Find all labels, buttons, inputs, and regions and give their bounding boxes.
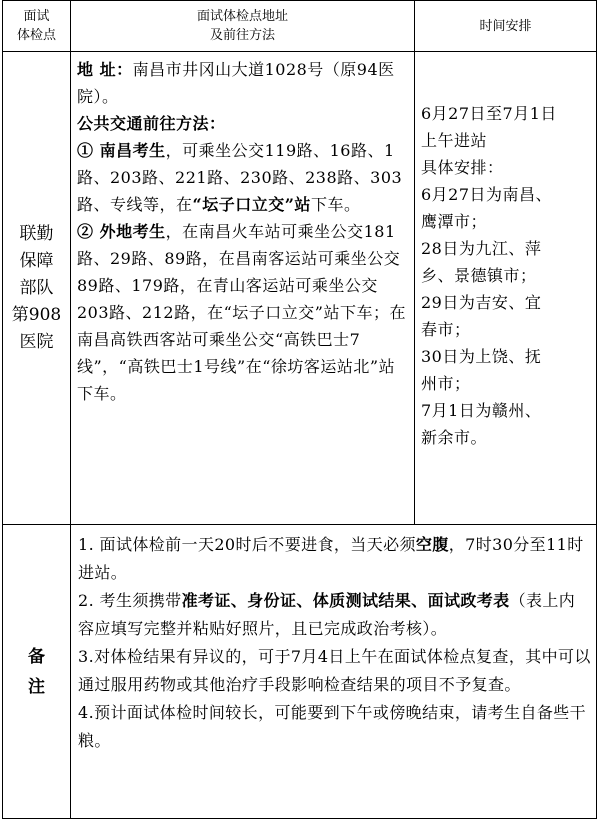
note-item-4: 4.预计面试体检时间较长，可能要到下午或傍晚结束，请考生自备些干粮。 bbox=[78, 703, 587, 750]
outside-route bbox=[77, 218, 409, 407]
header-address bbox=[71, 1, 415, 52]
site-name-line: 保障 bbox=[19, 250, 54, 271]
schedule-line: 春市； bbox=[421, 320, 471, 339]
schedule-line: 6月27日至7月1日 bbox=[421, 104, 557, 123]
notes-label-cell bbox=[3, 525, 71, 819]
schedule-line: 29日为吉安、宜 bbox=[421, 293, 542, 312]
local-text-1: ，可乘坐公交119路、16路、1路、203路、221路、230路、238路、303路、专线等，在 bbox=[77, 141, 403, 214]
header-site bbox=[3, 1, 71, 52]
schedule-line: 6月27日为南昌、 bbox=[421, 185, 553, 204]
schedule-line: 28日为九江、萍 bbox=[421, 239, 542, 258]
header-row bbox=[3, 1, 597, 52]
schedule-line: 新余市。 bbox=[421, 428, 488, 447]
schedule-lines bbox=[421, 100, 590, 451]
site-name-line: 部队 bbox=[19, 277, 54, 298]
outside-text: ，在南昌火车站可乘坐公交181路、29路、89路，在昌南客运站可乘坐公交89路、179路，在青山客运站可乘坐公交203路、212路，在“坛子口立交”站下车；在南昌高铁西客站可乘坐公交“高铁巴士7线”，“高铁巴士1号线”在“徐坊客运站北”站下车。 bbox=[77, 222, 406, 403]
address-label: 地 址： bbox=[77, 60, 133, 79]
site-name-line: 第908 bbox=[11, 304, 62, 325]
notes-label-line1: 备 bbox=[28, 646, 45, 667]
note-item-1: 1. 面试体检前一天20时后不要进食，当天必须空腹，7时30分至11时进站。 bbox=[78, 535, 584, 582]
note-item-2: 2. 考生须携带准考证、身份证、体质测试结果、面试政考表（表上内容应填写完整并粘贴好照片，且已完成政治考核）。 bbox=[78, 591, 576, 638]
site-name-cell bbox=[3, 52, 71, 525]
header-schedule: 时间安排 bbox=[415, 1, 597, 52]
header-site-line2: 体检点 bbox=[16, 28, 56, 43]
notes-cell bbox=[71, 525, 597, 819]
schedule-line: 7月1日为赣州、 bbox=[421, 401, 542, 420]
header-site-line1: 面试 bbox=[23, 9, 50, 24]
site-row bbox=[3, 52, 597, 525]
site-name-line: 联勤 bbox=[19, 223, 54, 244]
notes-label-line2: 注 bbox=[28, 676, 45, 697]
address-text: 南昌市井冈山大道1028号（原94医院）。 bbox=[77, 60, 395, 106]
local-stop: “坛子口立交”站 bbox=[192, 195, 311, 214]
local-route bbox=[77, 137, 409, 218]
schedule-line: 30日为上饶、抚 bbox=[421, 347, 542, 366]
schedule-line: 上午进站 bbox=[421, 131, 488, 150]
header-address-line1: 面试体检点地址 bbox=[196, 9, 288, 24]
schedule-line: 具体安排： bbox=[421, 158, 504, 177]
local-mark: ① 南昌考生 bbox=[77, 141, 166, 160]
address-paragraph bbox=[77, 56, 409, 110]
exam-site-table bbox=[2, 0, 597, 819]
schedule-line: 乡、景德镇市； bbox=[421, 266, 537, 285]
outside-mark: ② 外地考生 bbox=[77, 222, 166, 241]
header-address-line2: 及前往方法 bbox=[209, 28, 275, 43]
note-item-3: 3.对体检结果有异议的，可于7月4日上午在面试体检点复查，其中可以通过服用药物或其他治疗手段影响检查结果的项目不予复查。 bbox=[78, 647, 591, 694]
address-cell bbox=[71, 52, 415, 525]
schedule-line: 州市； bbox=[421, 374, 471, 393]
notes-row bbox=[3, 525, 597, 819]
note-1-emphasis: 空腹 bbox=[415, 535, 449, 554]
note-2-emphasis: 准考证、身份证、体质测试结果、面试政考表 bbox=[181, 591, 510, 610]
schedule-cell bbox=[415, 52, 597, 525]
local-text-2: 下车。 bbox=[310, 195, 361, 214]
transit-title: 公共交通前往方法： bbox=[77, 114, 226, 133]
site-name-line: 医院 bbox=[19, 331, 54, 352]
schedule-line: 鹰潭市； bbox=[421, 212, 488, 231]
